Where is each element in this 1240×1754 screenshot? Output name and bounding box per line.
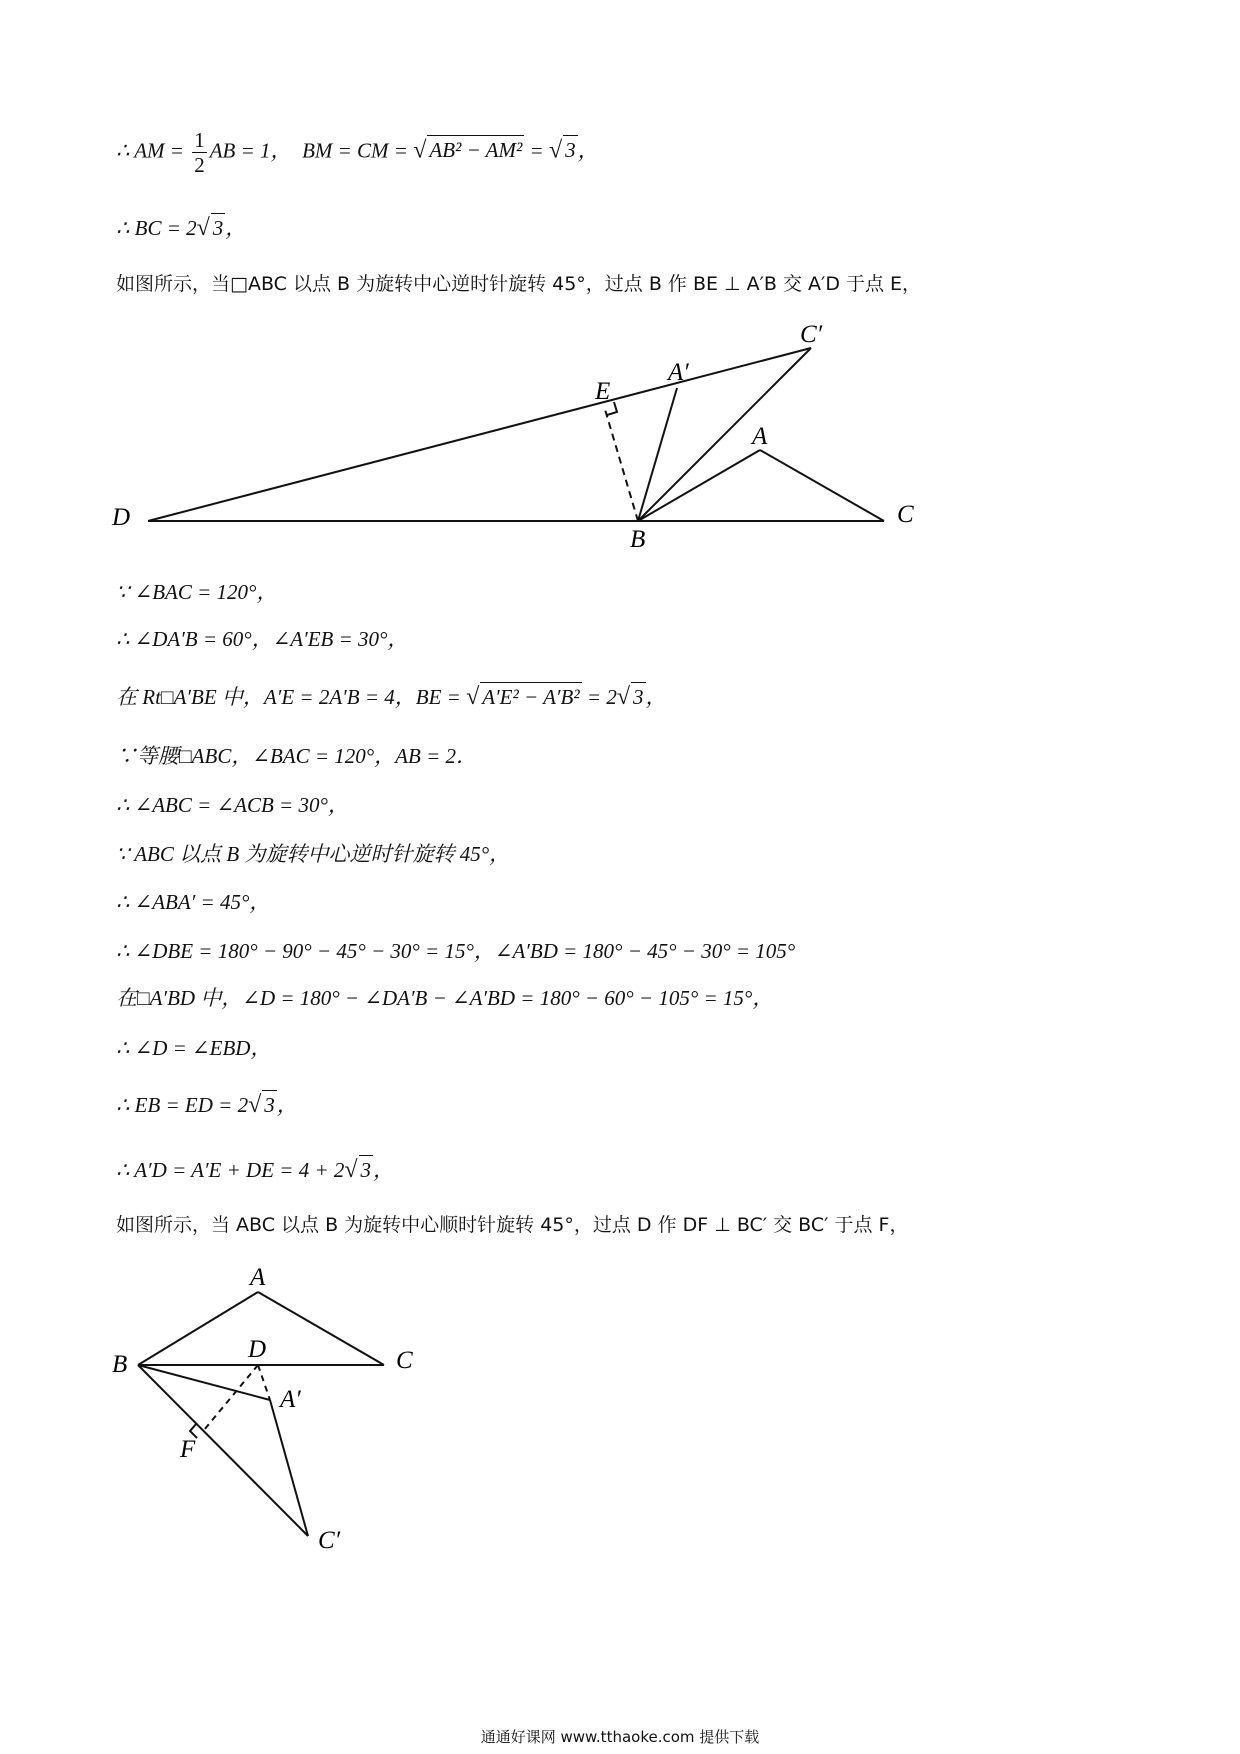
segment-ba-2	[138, 1292, 258, 1365]
sqrt-radicand: AB² − AM²	[427, 135, 524, 164]
segment-dc1	[148, 348, 811, 521]
text-segment: ，	[276, 1093, 298, 1117]
radical-sign: √	[466, 684, 480, 710]
text-segment: ∴ AM =	[116, 138, 190, 163]
label-b: B	[630, 526, 646, 553]
line-case2-intro: 如图所示，当 ABC 以点 B 为旋转中心顺时针旋转 45°，过点 D 作 DF ⊥ BC′ 交 BC′ 于点 F，	[116, 1214, 909, 1236]
label-d: D	[112, 504, 131, 531]
segment-bc1-2	[138, 1365, 308, 1536]
radical-sign: √	[548, 137, 563, 164]
segment-ac	[760, 450, 884, 521]
right-angle-mark-f	[190, 1423, 197, 1438]
sqrt-radicand: 3	[211, 213, 226, 242]
line-aba: ∴ ∠ABA′ = 45°，	[116, 890, 271, 914]
sqrt-radicand: 3	[631, 682, 646, 711]
radical-sign: √	[413, 137, 427, 164]
text-segment: ，	[225, 216, 247, 240]
segment-df-dashed	[204, 1365, 258, 1430]
text-segment: ，	[645, 685, 667, 709]
fraction-denominator: 2	[194, 153, 205, 177]
right-angle-mark-e	[607, 402, 617, 415]
fraction-numerator: 1	[194, 128, 205, 152]
line-rt-triangle	[116, 682, 667, 711]
segment-ac-2	[258, 1292, 384, 1365]
line-rotation-ccw: ∵ ABC 以点 B 为旋转中心逆时针旋转 45°，	[116, 842, 511, 866]
segment-ba	[638, 450, 760, 521]
sqrt-radicand: A′E² − A′B²	[480, 682, 581, 711]
line-abc-acb: ∴ ∠ABC = ∠ACB = 30°，	[116, 793, 349, 817]
line-angle-d: 在□A′BD 中，∠D = 180° − ∠DA′B − ∠A′BD = 180° − 60° − 105° = 15°，	[116, 986, 774, 1010]
segment-a1c1-2	[270, 1400, 308, 1536]
segment-bc1	[638, 348, 811, 521]
text-segment: = 2	[581, 685, 617, 709]
radical-sign: √	[344, 1157, 358, 1183]
line-angle-bac: ∵ ∠BAC = 120°，	[116, 580, 278, 604]
radical-sign: √	[616, 684, 630, 710]
label-a1-2: A′	[280, 1386, 301, 1413]
page-footer: 通通好课网 www.tthaoke.com 提供下载	[480, 1728, 760, 1746]
sqrt-radicand: 3	[359, 1155, 374, 1184]
text-segment: ，	[577, 138, 599, 163]
label-d-2: D	[248, 1336, 267, 1363]
radical-sign: √	[196, 215, 210, 241]
text-segment: AB = 1，	[209, 138, 292, 163]
line-case1-intro: 如图所示，当□ABC 以点 B 为旋转中心逆时针旋转 45°，过点 B 作 BE ⊥ A′B 交 A′D 于点 E，	[116, 273, 922, 295]
line-eb-ed	[116, 1090, 298, 1119]
label-c-2: C	[396, 1347, 413, 1374]
label-a-2: A	[250, 1264, 266, 1291]
label-c: C	[897, 501, 914, 528]
line-d-ebd: ∴ ∠D = ∠EBD，	[116, 1036, 272, 1060]
text-segment: ，	[373, 1158, 395, 1182]
sqrt-radicand: 3	[262, 1090, 277, 1119]
segment-be-dashed	[604, 406, 638, 521]
text-segment: ∴ A′D = A′E + DE = 4 + 2	[116, 1158, 345, 1182]
sqrt-radicand: 3	[563, 135, 578, 164]
text-segment: =	[524, 138, 549, 163]
text-segment: ∴ BC = 2	[116, 216, 197, 240]
label-b-2: B	[112, 1351, 128, 1378]
segment-da1-dashed	[258, 1365, 270, 1400]
fraction-half	[192, 128, 207, 177]
text-segment: 在 Rt□A′BE 中，A′E = 2A′B = 4，BE =	[116, 685, 467, 709]
radical-sign: √	[248, 1092, 262, 1118]
label-c1-2: C′	[318, 1527, 341, 1554]
text-segment: BM = CM =	[302, 138, 414, 163]
line-angle-dab: ∴ ∠DA′B = 60°，∠A′EB = 30°，	[116, 627, 409, 651]
line-isosceles: ∵等腰□ABC，∠BAC = 120°，AB = 2．	[116, 744, 477, 768]
line-bc	[116, 213, 246, 242]
segment-ba1-2	[138, 1365, 270, 1400]
label-a: A	[752, 423, 768, 450]
line-am-bm-cm	[116, 128, 599, 177]
line-ad	[116, 1155, 394, 1184]
label-e: E	[595, 378, 611, 405]
text-segment: ∴ EB = ED = 2	[116, 1093, 249, 1117]
label-c1: C′	[800, 321, 823, 348]
line-dbe: ∴ ∠DBE = 180° − 90° − 45° − 30° = 15°，∠A′BD = 180° − 45° − 30° = 105°	[116, 939, 796, 963]
label-f-2: F	[180, 1436, 196, 1463]
segment-ba1	[638, 388, 677, 521]
label-a1: A′	[668, 359, 689, 386]
